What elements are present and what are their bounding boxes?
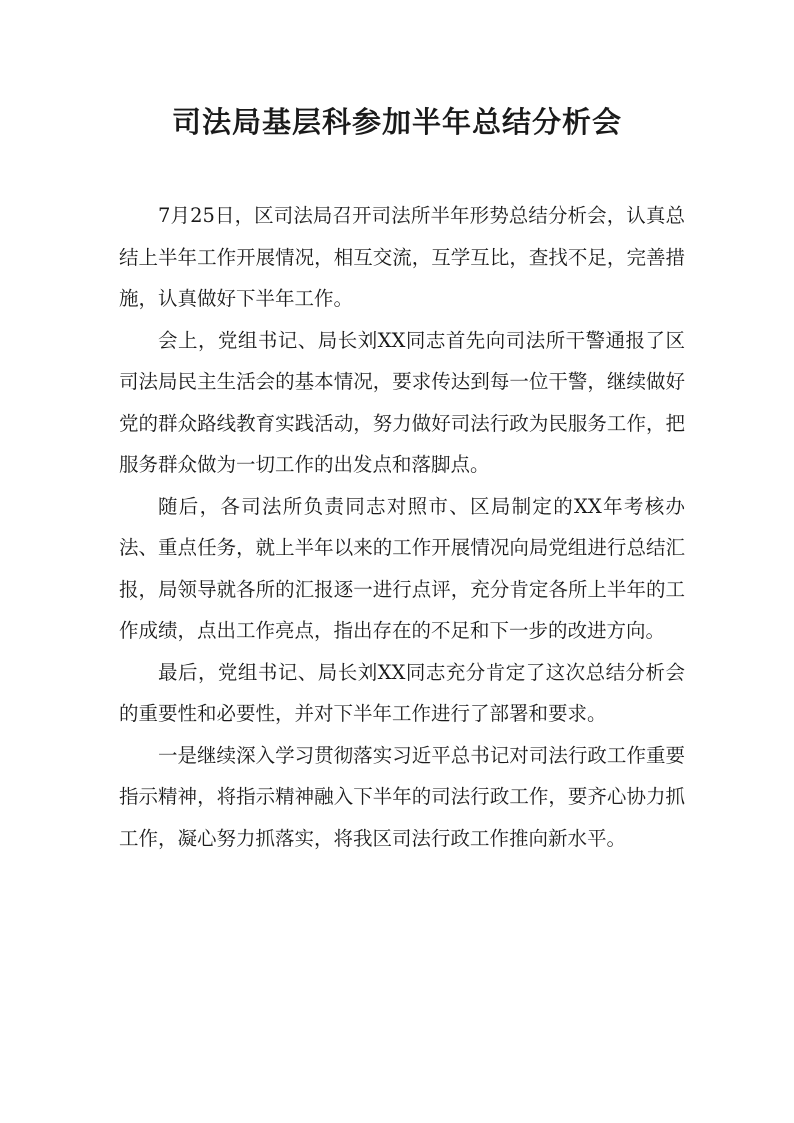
document-title: 司法局基层科参加半年总结分析会 (171, 105, 622, 139)
document-body (119, 195, 685, 859)
paragraph-2: 会上，党组书记、局长刘XX同志首先向司法所干警通报了区司法局民主生活会的基本情况，要求传达到每一位干警，继续做好党的群众路线教育实践活动，努力做好司法行政为民服务工作，把服务群众做为一切工作的出发点和落脚点。 (119, 328, 685, 476)
paragraph-5: 一是继续深入学习贯彻落实习近平总书记对司法行政工作重要指示精神，将指示精神融入下半年的司法行政工作，要齐心协力抓工作，凝心努力抓落实，将我区司法行政工作推向新水平。 (119, 743, 685, 850)
paragraph-3: 随后，各司法所负责同志对照市、区局制定的XX年考核办法、重点任务，就上半年以来的工作开展情况向局党组进行总结汇报，局领导就各所的汇报逐一进行点评，充分肯定各所上半年的工作成绩，点出工作亮点，指出存在的不足和下一步的改进方向。 (119, 494, 685, 642)
paragraph-1: 7月25日，区司法局召开司法所半年形势总结分析会，认真总结上半年工作开展情况，相互交流，互学互比，查找不足，完善措施，认真做好下半年工作。 (119, 204, 685, 310)
paragraph-4: 最后，党组书记、局长刘XX同志充分肯定了这次总结分析会的重要性和必要性，并对下半年工作进行了部署和要求。 (119, 660, 685, 725)
